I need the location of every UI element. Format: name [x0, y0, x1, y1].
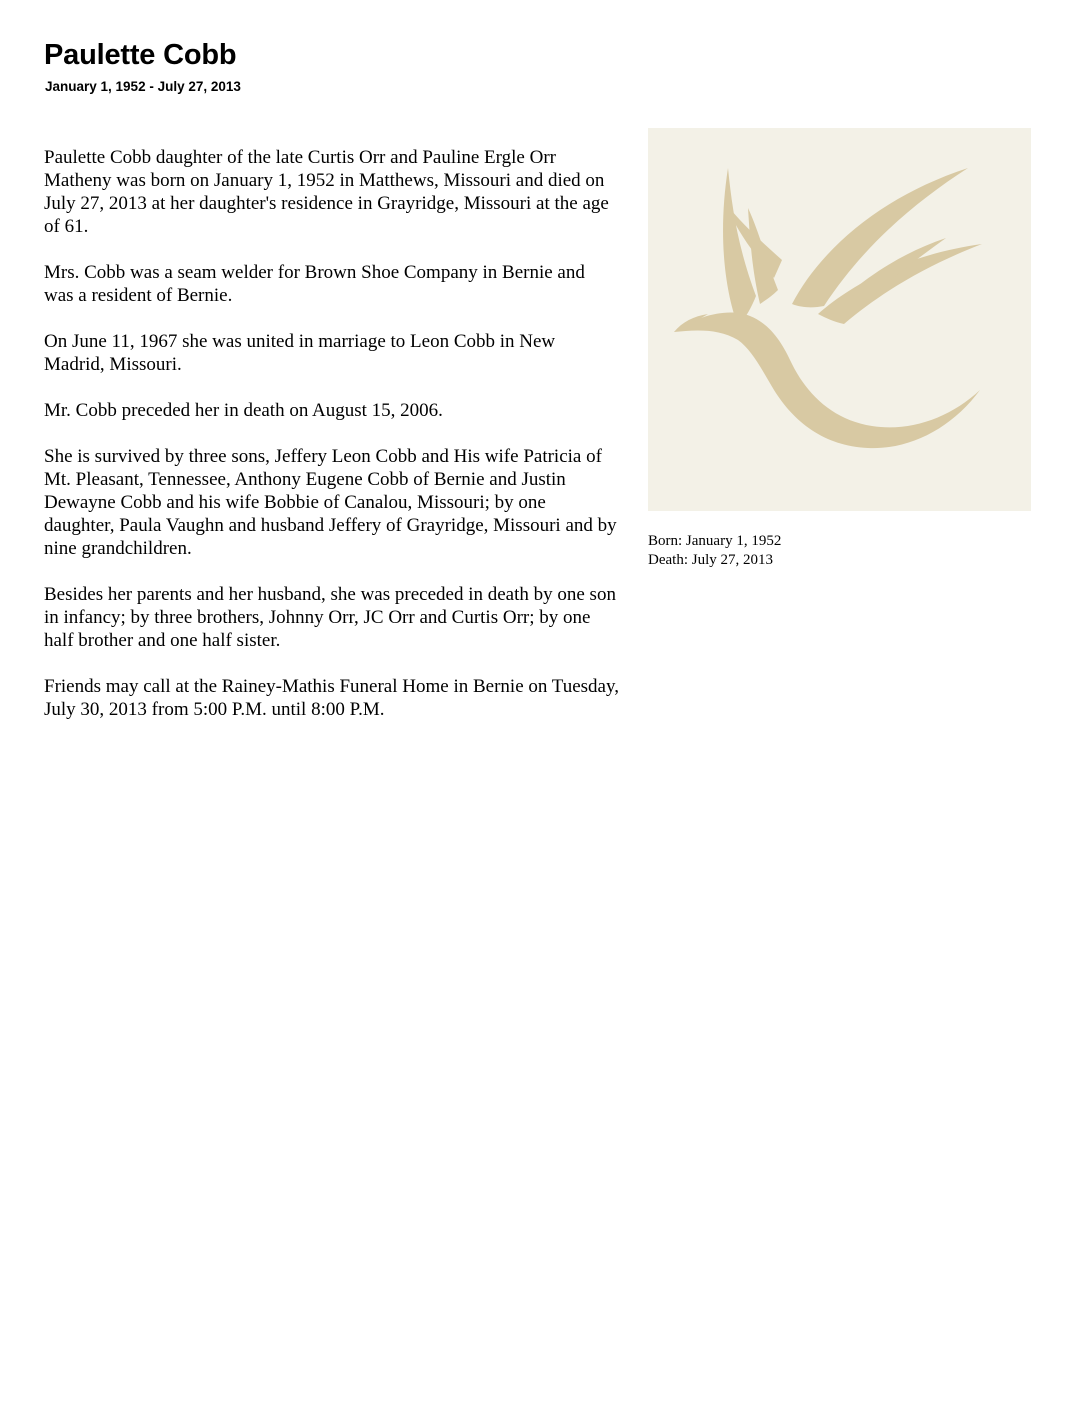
paragraph-marriage: On June 11, 1967 she was united in marriage to Leon Cobb in New Madrid, Missouri.	[44, 331, 556, 375]
death-date: Death: July 27, 2013	[648, 552, 773, 568]
paragraph-preceded: Besides her parents and her husband, she was preceded in death by one son in infancy; by three brothers, Johnny Orr, JC Orr and Curtis Orr; by one half brother and one half sister.	[44, 584, 616, 651]
life-dates-caption	[648, 532, 781, 570]
paragraph-survivors: She is survived by three sons, Jeffery Leon Cobb and His wife Patricia of Mt. Pleasant, Tennessee, Anthony Eugene Cobb of Bernie and Justin Dewayne Cobb and his wife Bobbie of Canalou, Missouri; by one daughter, Paula Vaughn and husband Jeffery of Grayridge, Missouri and by nine grandchildren.	[44, 446, 617, 559]
paragraph-occupation: Mrs. Cobb was a seam welder for Brown Shoe Company in Bernie and was a resident of Bernie.	[44, 262, 585, 306]
life-dates: January 1, 1952 - July 27, 2013	[45, 79, 241, 94]
memorial-image	[648, 128, 1031, 511]
paragraph-visitation: Friends may call at the Rainey-Mathis Funeral Home in Bernie on Tuesday, July 30, 2013 from 5:00 P.M. until 8:00 P.M.	[44, 676, 620, 720]
born-date: Born: January 1, 1952	[648, 533, 782, 549]
dove-icon	[648, 128, 1031, 511]
obituary-name: Paulette Cobb	[44, 39, 237, 71]
obituary-text	[44, 146, 619, 744]
paragraph-birth-death: Paulette Cobb daughter of the late Curtis Orr and Pauline Ergle Orr Matheny was born on January 1, 1952 in Matthews, Missouri and died on July 27, 2013 at her daughter's residence in Grayridge, Missouri at the age of 61.	[44, 147, 609, 237]
paragraph-spouse-death: Mr. Cobb preceded her in death on August 15, 2006.	[44, 400, 443, 421]
